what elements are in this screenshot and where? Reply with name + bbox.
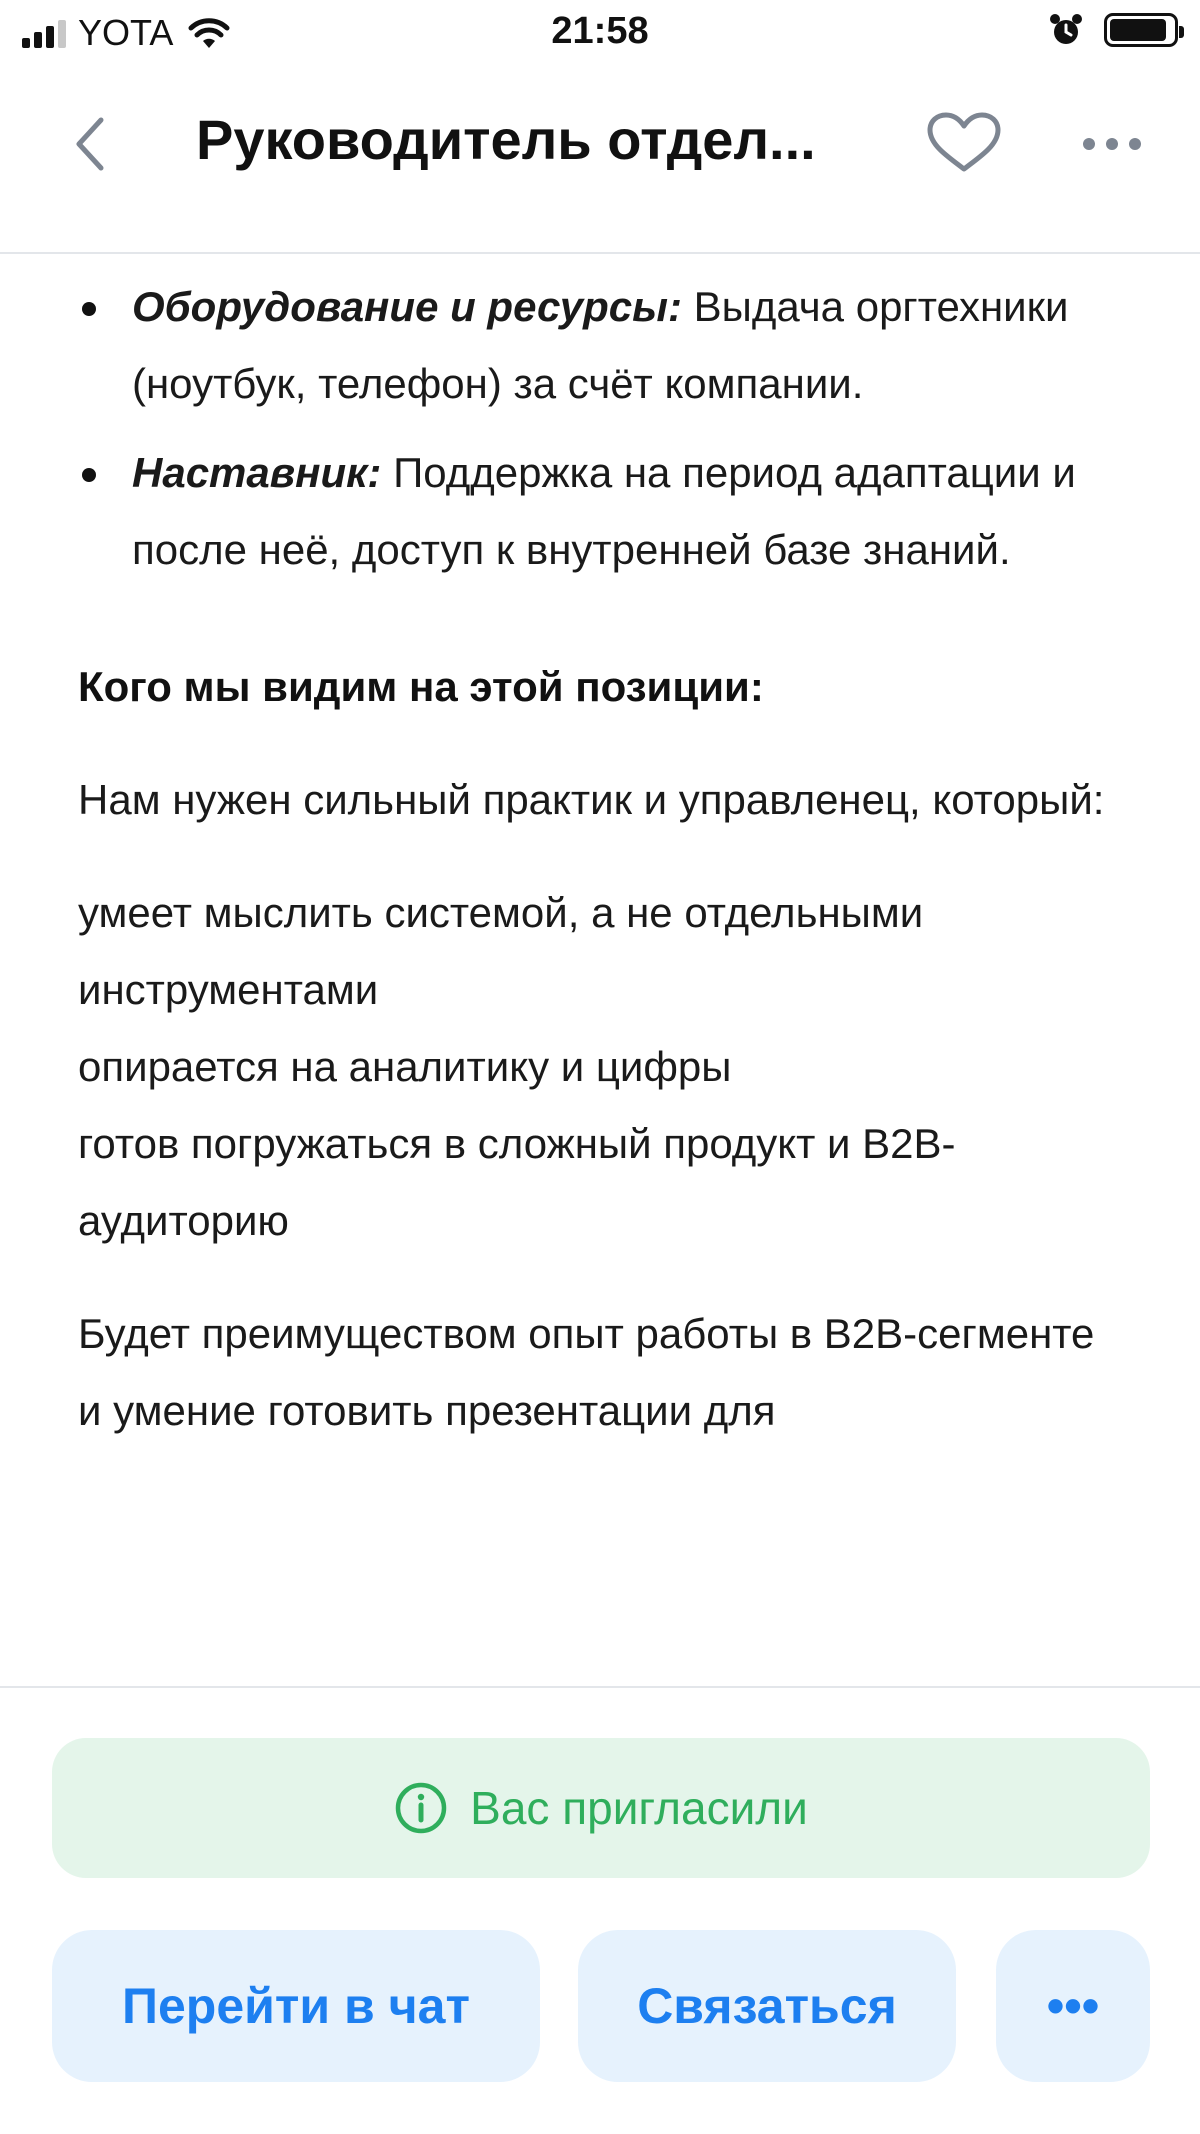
back-button[interactable] xyxy=(60,104,120,184)
more-horizontal-icon xyxy=(1082,137,1142,151)
battery-fill xyxy=(1110,19,1166,41)
status-time: 21:58 xyxy=(551,10,649,52)
invited-status-banner xyxy=(52,1738,1150,1878)
favorite-button[interactable] xyxy=(924,98,1004,188)
status-bar xyxy=(0,0,1200,64)
carrier-name: YOTA xyxy=(78,12,174,53)
intro-paragraph: Нам нужен сильный практик и управленец, который: xyxy=(78,776,1105,823)
list-item-text: Выдача оргтехники (ноутбук, телефон) за счёт компании. xyxy=(132,283,1069,407)
list-item xyxy=(78,434,1122,588)
requirements-block xyxy=(78,874,1122,1259)
list-item-heading: Оборудование и ресурсы: xyxy=(132,283,682,330)
invited-label: Вас пригласили xyxy=(470,1782,808,1834)
contact-button[interactable]: Связаться xyxy=(578,1930,956,2082)
battery-icon xyxy=(1104,13,1178,47)
info-icon xyxy=(394,1781,448,1835)
heart-icon xyxy=(925,111,1003,175)
alarm-icon xyxy=(1048,12,1084,48)
go-to-chat-button[interactable]: Перейти в чат xyxy=(52,1930,540,2082)
section-heading: Кого мы видим на этой позиции: xyxy=(78,663,764,710)
more-actions-button[interactable]: ••• xyxy=(996,1930,1150,2082)
divider xyxy=(0,1686,1200,1688)
vacancy-description[interactable] xyxy=(0,256,1200,1686)
list-item-heading: Наставник: xyxy=(132,449,382,496)
status-right xyxy=(1048,12,1178,48)
benefits-list xyxy=(78,268,1122,588)
requirement-line: умеет мыслить системой, а не отдельными инструментами xyxy=(78,889,924,1013)
nav-bar xyxy=(0,64,1200,254)
more-options-button[interactable] xyxy=(1072,104,1152,184)
chevron-left-icon xyxy=(73,116,107,172)
requirement-line: готов погружаться в сложный продукт и B2B-аудиторию xyxy=(78,1120,956,1244)
advantage-paragraph: Будет преимуществом опыт работы в B2B-сегменте и умение готовить презентации для xyxy=(78,1310,1095,1434)
list-item-text: Поддержка на период адаптации и после неё, доступ к внутренней базе знаний. xyxy=(132,449,1076,573)
page-title: Руководитель отдел... xyxy=(196,108,816,171)
requirement-line: опирается на аналитику и цифры xyxy=(78,1043,732,1090)
list-item xyxy=(78,268,1122,422)
